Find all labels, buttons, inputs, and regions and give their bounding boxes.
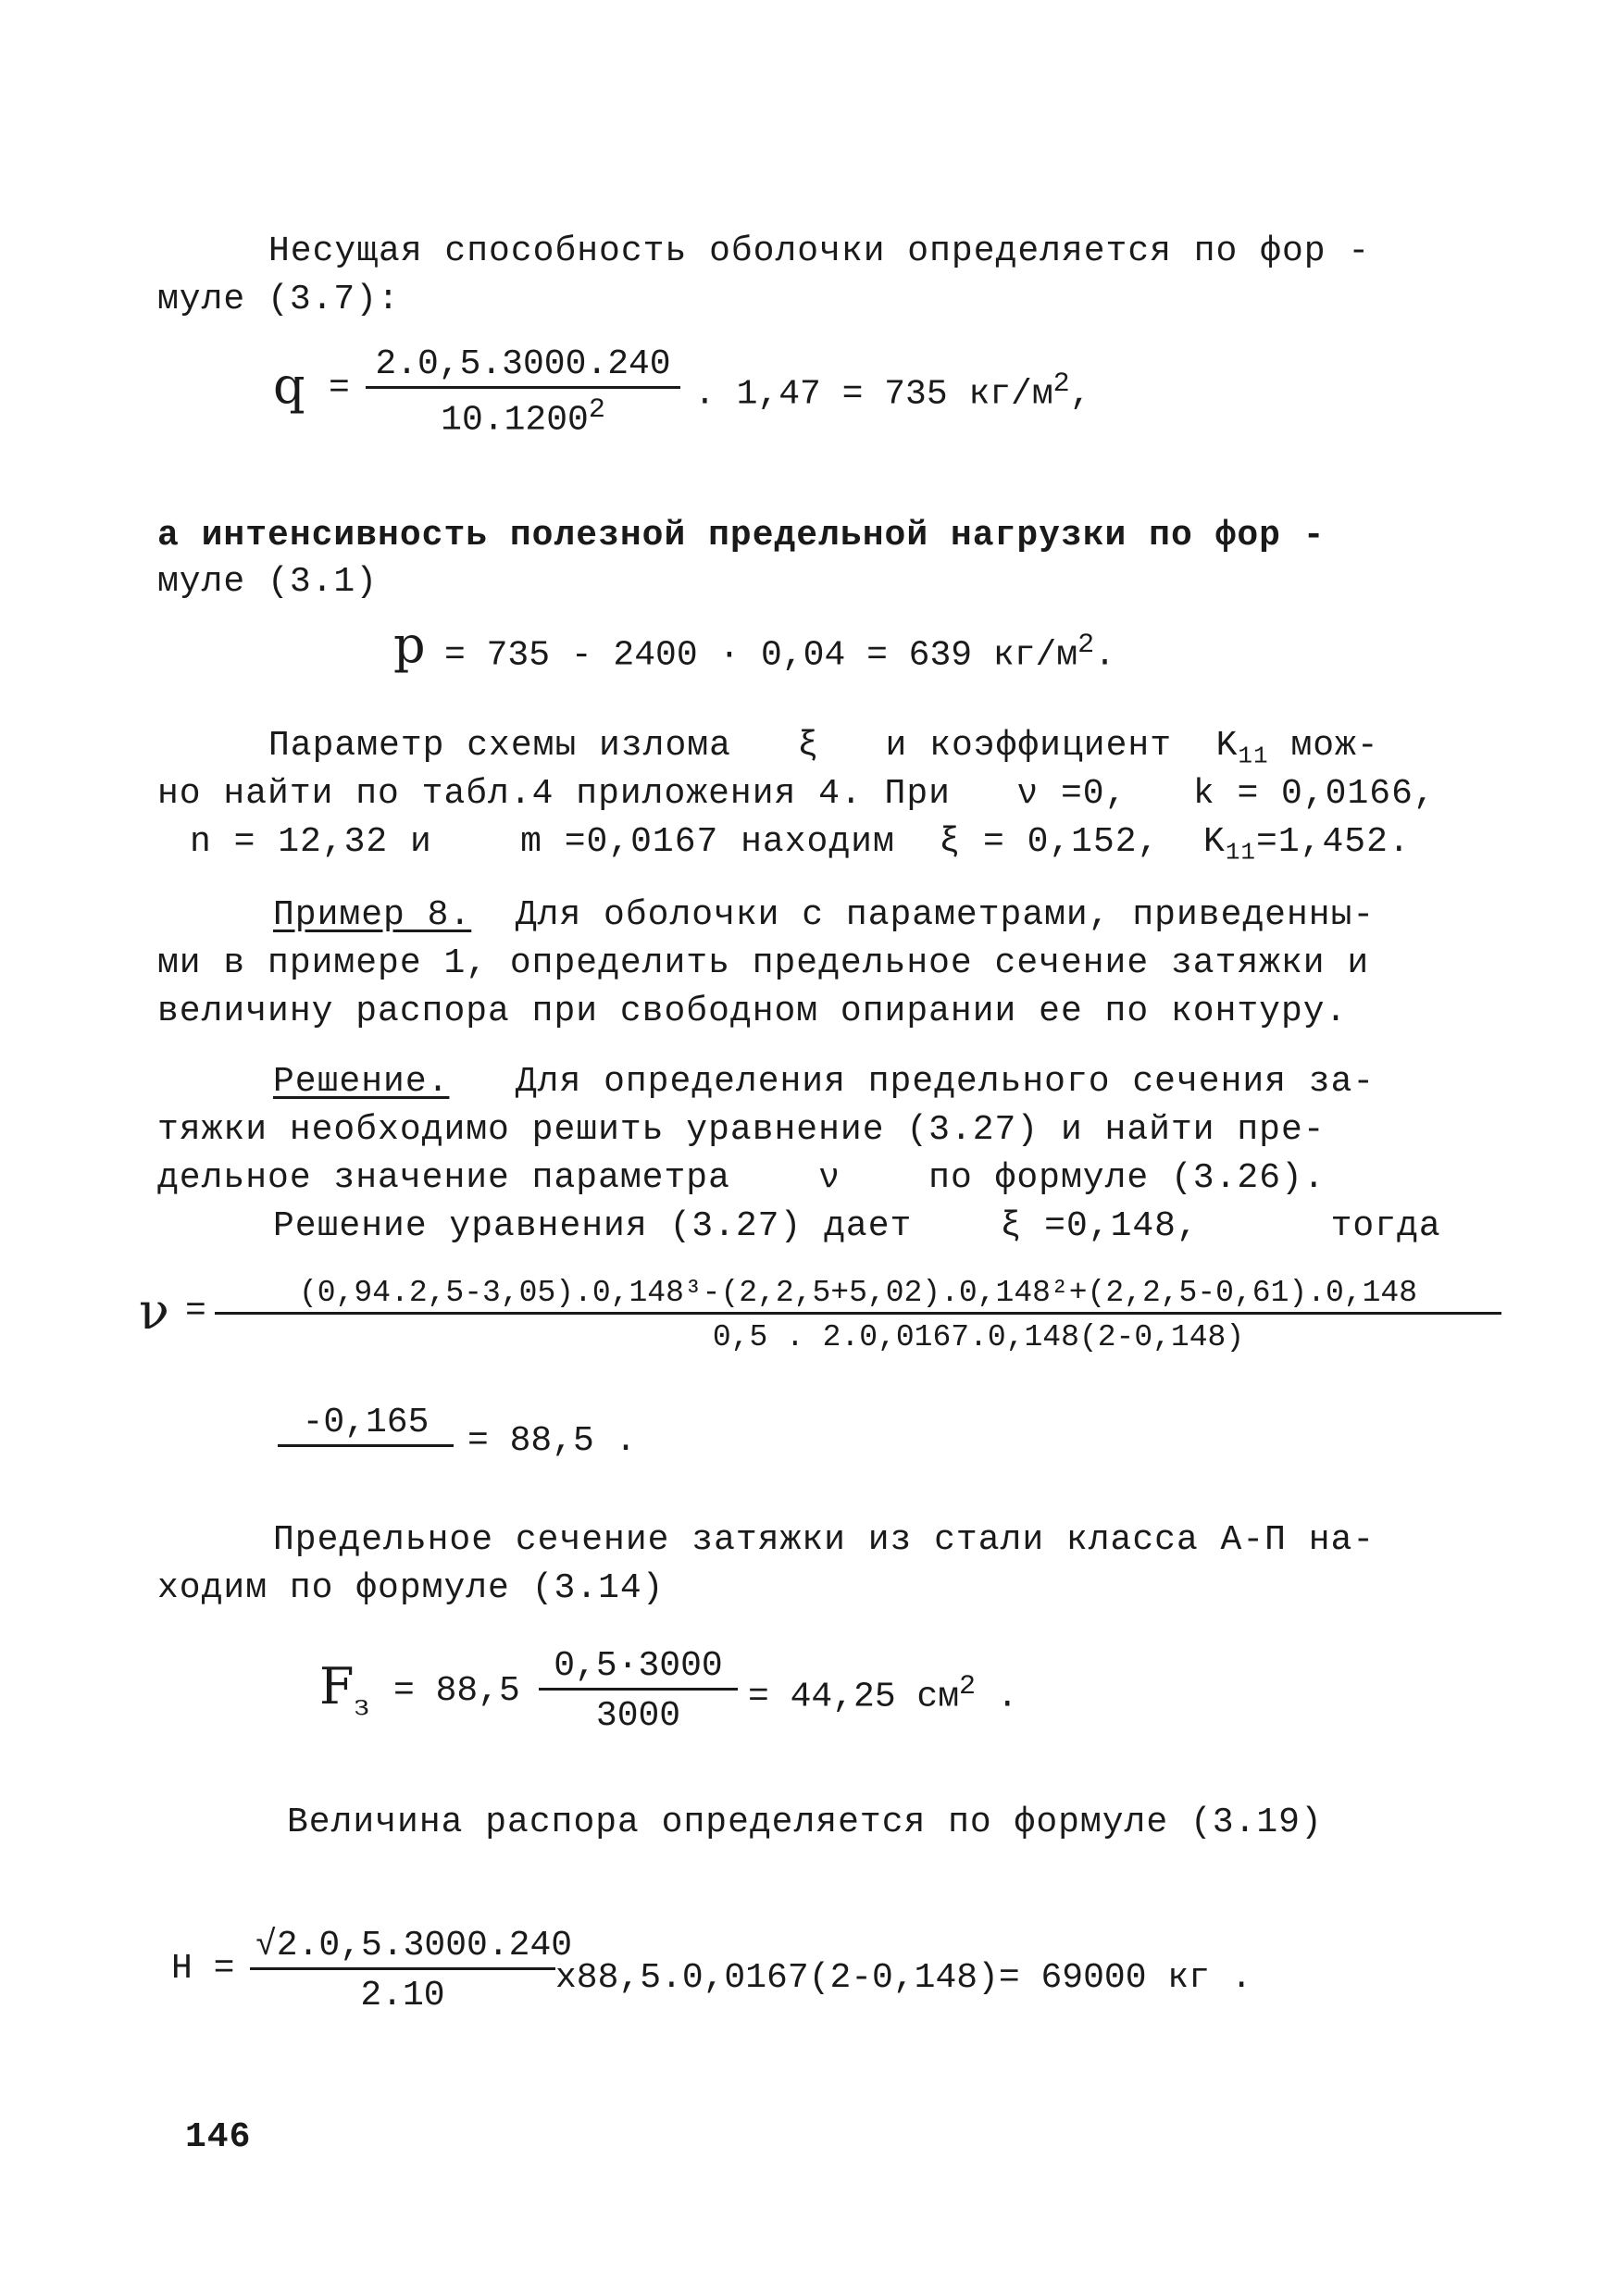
paragraph-line: Решение. Для определения предельного сечения за- [273, 1062, 1376, 1102]
formula-h-rhs: x88,5.0,0167(2-0,148)= 69000 кг . [555, 1958, 1252, 1998]
formula-q-lhs: q [273, 356, 305, 415]
formula-nu-continuation: -0,165 [278, 1403, 454, 1447]
paragraph-line: ходим по формуле (3.14) [157, 1568, 665, 1608]
paragraph-line: дельное значение параметра ν по формуле (3.26). [157, 1158, 1326, 1198]
formula-f-pre: = 88,5 [393, 1671, 520, 1711]
formula-equals: = [329, 368, 350, 408]
example-label: Пример 8. [273, 895, 472, 935]
formula-q-denominator: 10.1200$^2$ [441, 394, 605, 441]
formula-nu-denominator: 0,5 . 2.0,0167.0,148(2-0,148) [712, 1320, 1245, 1354]
formula-f-rhs: = 44,25 $см^2$ . [748, 1671, 1018, 1717]
page-number: 146 [185, 2117, 252, 2157]
formula-f-numerator: 0,5·3000 [539, 1646, 738, 1691]
paragraph-line: Решение уравнения (3.27) дает ξ =0,148, тогда [273, 1206, 1441, 1246]
formula-h-denominator: 2.10 [360, 1976, 445, 2015]
paragraph-line: тяжки необходимо решить уравнение (3.27) и найти пре- [157, 1110, 1326, 1150]
formula-h-fraction [250, 1926, 573, 2015]
formula-f-denominator: 3000 [595, 1696, 681, 1736]
paragraph-line: Величина распора определяется по формуле (3.19) [287, 1803, 1323, 1842]
formula-nu-lhs: ν [139, 1282, 169, 1341]
solution-label: Решение. [273, 1062, 450, 1102]
paragraph-line: ми в примере 1, определить предельное сечение затяжки и [157, 943, 1370, 983]
paragraph-line: а интенсивность полезной предельной нагрузки по фор - [157, 516, 1326, 555]
formula-q-numerator: 2.0,5.3000.240 [366, 344, 680, 389]
formula-h-numerator: √2.0,5.3000.240 [250, 1926, 555, 1970]
paragraph-line: величину распора при свободном опирании ее по контуру. [157, 992, 1348, 1031]
formula-equals: = [185, 1292, 206, 1331]
formula-nu-fraction [215, 1276, 1501, 1354]
paragraph-line: Предельное сечение затяжки из стали класса А-П на- [273, 1520, 1376, 1560]
formula-nu-numerator: (0,94.2,5-3,05).0,148³-(2,2,5+5,02).0,148²+(2,2,5-0,61).0,148 [215, 1276, 1501, 1315]
paragraph-line: Пример 8. Для оболочки с параметрами, приведенны- [273, 895, 1376, 935]
formula-p-rhs: = 735 - 2400 · 0,04 = 639 $кг/м^2$. [444, 630, 1115, 676]
formula-q-fraction [366, 344, 680, 441]
paragraph-line: Несущая способность оболочки определяется по фор - [268, 231, 1371, 271]
formula-f-fraction [539, 1646, 738, 1736]
paragraph-line: муле (3.7): [157, 280, 400, 319]
formula-f-lhs: $F_з$ [319, 1657, 369, 1722]
formula-h-lhs: H = [171, 1949, 235, 1989]
formula-nu-result: = 88,5 . [467, 1421, 637, 1461]
formula-q-rhs: . 1,47 = 735 $кг/м^2$, [694, 368, 1091, 415]
paragraph-line: муле (3.1) [157, 562, 379, 602]
formula-p-lhs: p [393, 616, 426, 674]
paragraph-line: n = 12,32 и m =0,0167 находим ξ = 0,152, $K_{11}=1,452$. [190, 822, 1411, 867]
paragraph-line: но найти по табл.4 приложения 4. При ν =0, k = 0,0166, [157, 774, 1436, 814]
paragraph-line: Параметр схемы излома ξ и коэффициент $K_{11}$ мож- [268, 726, 1379, 770]
